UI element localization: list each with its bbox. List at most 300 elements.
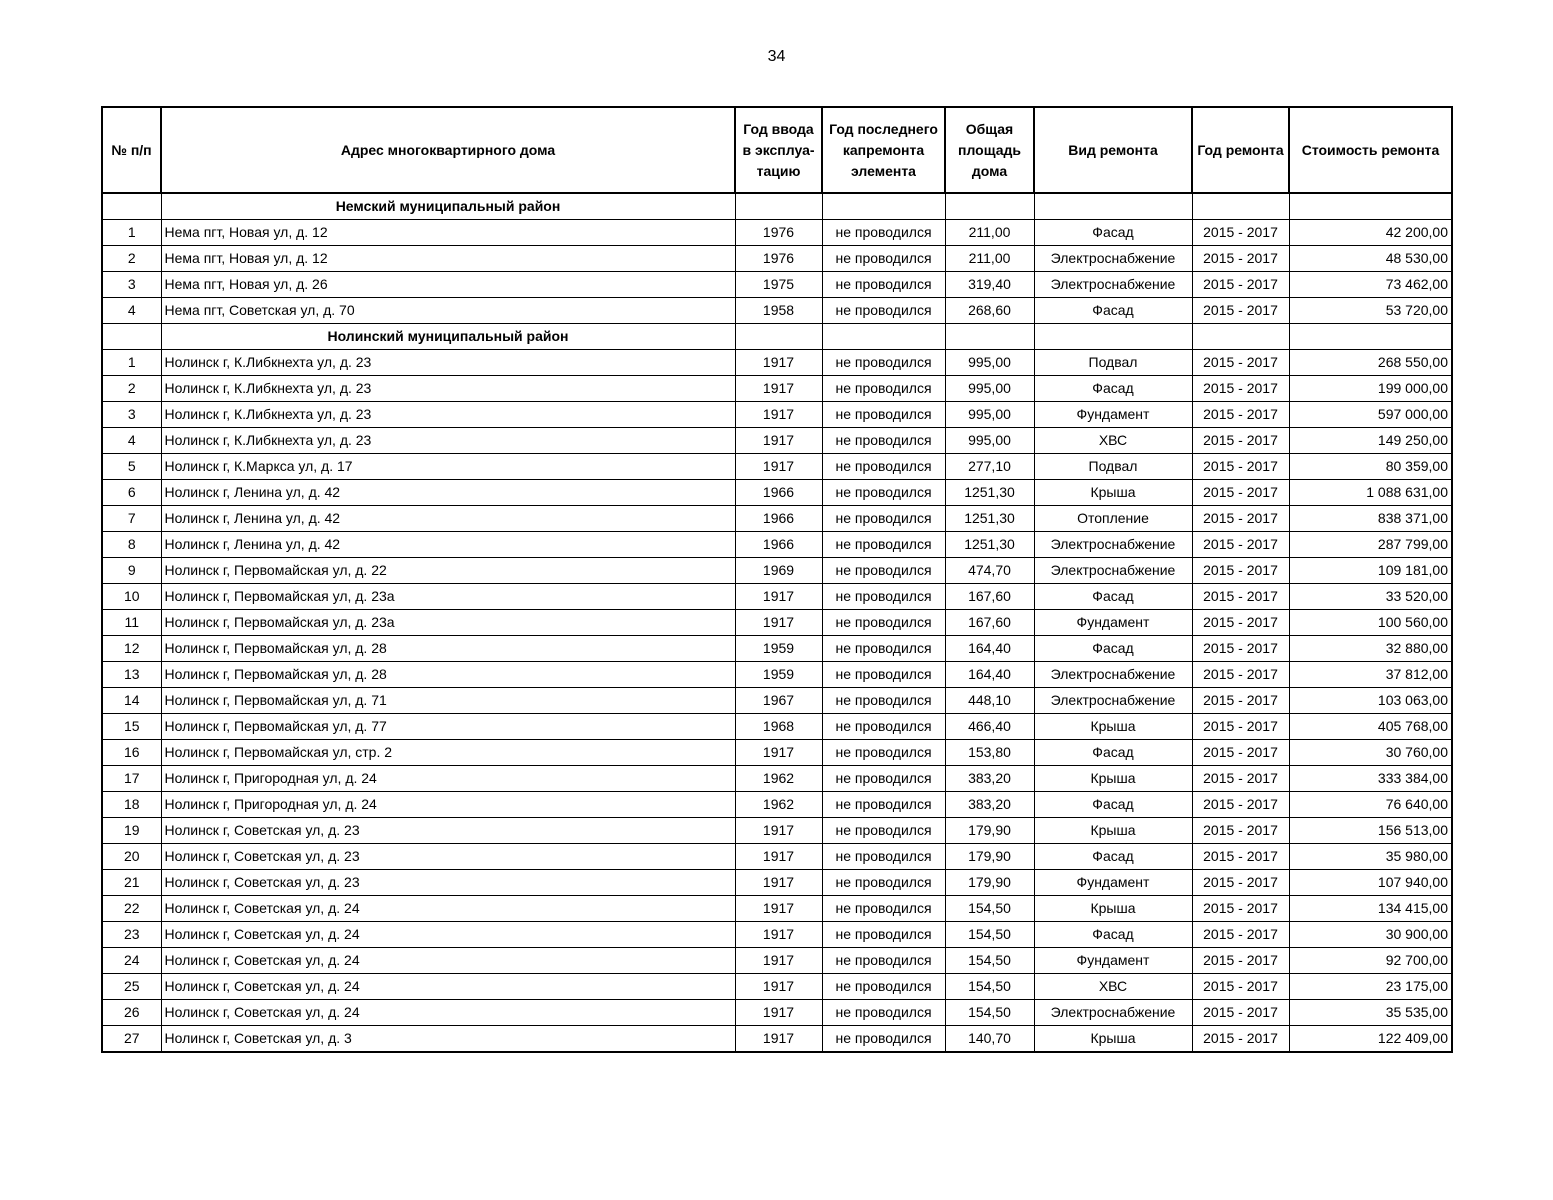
cell-address: Нолинск г, Первомайская ул, стр. 2 [161, 740, 735, 766]
cell-area: 268,60 [945, 298, 1034, 324]
cell-repair-type: Электроснабжение [1034, 532, 1192, 558]
cell-address: Нолинск г, Советская ул, д. 23 [161, 844, 735, 870]
table-row [102, 1000, 1452, 1026]
cell-address: Нолинск г, К.Либкнехта ул, д. 23 [161, 350, 735, 376]
table-row [102, 246, 1452, 272]
cell-year-commissioned: 1917 [735, 1000, 822, 1026]
cell-repair-year: 2015 - 2017 [1192, 350, 1289, 376]
empty-cell [1034, 193, 1192, 220]
cell-cost: 149 250,00 [1289, 428, 1452, 454]
cell-area: 474,70 [945, 558, 1034, 584]
cell-year-commissioned: 1976 [735, 246, 822, 272]
cell-repair-type: Фасад [1034, 298, 1192, 324]
cell-area: 466,40 [945, 714, 1034, 740]
cell-row-number: 27 [102, 1026, 161, 1053]
cell-cost: 134 415,00 [1289, 896, 1452, 922]
cell-last-repair: не проводился [822, 844, 945, 870]
cell-area: 319,40 [945, 272, 1034, 298]
cell-row-number: 2 [102, 376, 161, 402]
cell-year-commissioned: 1917 [735, 610, 822, 636]
cell-year-commissioned: 1962 [735, 766, 822, 792]
cell-address: Нолинск г, Советская ул, д. 24 [161, 896, 735, 922]
cell-year-commissioned: 1917 [735, 454, 822, 480]
cell-repair-year: 2015 - 2017 [1192, 662, 1289, 688]
district-name: Нолинский муниципальный район [161, 324, 735, 350]
cell-year-commissioned: 1917 [735, 818, 822, 844]
cell-cost: 156 513,00 [1289, 818, 1452, 844]
cell-cost: 92 700,00 [1289, 948, 1452, 974]
cell-row-number: 20 [102, 844, 161, 870]
cell-repair-type: Электроснабжение [1034, 272, 1192, 298]
cell-year-commissioned: 1976 [735, 220, 822, 246]
cell-row-number: 6 [102, 480, 161, 506]
cell-address: Нолинск г, Пригородная ул, д. 24 [161, 792, 735, 818]
cell-year-commissioned: 1917 [735, 844, 822, 870]
table-row [102, 818, 1452, 844]
cell-last-repair: не проводился [822, 350, 945, 376]
cell-last-repair: не проводился [822, 220, 945, 246]
cell-year-commissioned: 1958 [735, 298, 822, 324]
cell-row-number: 14 [102, 688, 161, 714]
cell-last-repair: не проводился [822, 974, 945, 1000]
cell-cost: 42 200,00 [1289, 220, 1452, 246]
cell-row-number: 1 [102, 220, 161, 246]
district-name: Немский муниципальный район [161, 193, 735, 220]
empty-cell [1192, 324, 1289, 350]
cell-row-number: 9 [102, 558, 161, 584]
cell-cost: 33 520,00 [1289, 584, 1452, 610]
empty-cell [102, 193, 161, 220]
cell-repair-year: 2015 - 2017 [1192, 1000, 1289, 1026]
table-row [102, 896, 1452, 922]
cell-row-number: 18 [102, 792, 161, 818]
empty-cell [735, 193, 822, 220]
cell-area: 154,50 [945, 896, 1034, 922]
cell-year-commissioned: 1975 [735, 272, 822, 298]
cell-cost: 405 768,00 [1289, 714, 1452, 740]
cell-last-repair: не проводился [822, 272, 945, 298]
cell-area: 277,10 [945, 454, 1034, 480]
cell-cost: 597 000,00 [1289, 402, 1452, 428]
cell-year-commissioned: 1917 [735, 870, 822, 896]
cell-address: Нолинск г, Советская ул, д. 24 [161, 974, 735, 1000]
cell-last-repair: не проводился [822, 246, 945, 272]
cell-repair-type: ХВС [1034, 428, 1192, 454]
cell-repair-year: 2015 - 2017 [1192, 948, 1289, 974]
cell-area: 154,50 [945, 1000, 1034, 1026]
cell-last-repair: не проводился [822, 1000, 945, 1026]
table-row [102, 506, 1452, 532]
cell-year-commissioned: 1966 [735, 480, 822, 506]
cell-row-number: 1 [102, 350, 161, 376]
cell-repair-type: Электроснабжение [1034, 688, 1192, 714]
cell-year-commissioned: 1967 [735, 688, 822, 714]
cell-address: Нолинск г, Первомайская ул, д. 28 [161, 662, 735, 688]
cell-year-commissioned: 1917 [735, 922, 822, 948]
cell-area: 211,00 [945, 220, 1034, 246]
empty-cell [102, 324, 161, 350]
cell-address: Нема пгт, Новая ул, д. 26 [161, 272, 735, 298]
table-row [102, 558, 1452, 584]
cell-last-repair: не проводился [822, 662, 945, 688]
cell-last-repair: не проводился [822, 584, 945, 610]
cell-last-repair: не проводился [822, 896, 945, 922]
cell-year-commissioned: 1959 [735, 636, 822, 662]
cell-repair-type: Электроснабжение [1034, 1000, 1192, 1026]
cell-last-repair: не проводился [822, 766, 945, 792]
cell-address: Нолинск г, Советская ул, д. 24 [161, 948, 735, 974]
table-row [102, 220, 1452, 246]
cell-year-commissioned: 1917 [735, 740, 822, 766]
cell-repair-type: Фундамент [1034, 870, 1192, 896]
cell-cost: 80 359,00 [1289, 454, 1452, 480]
cell-area: 383,20 [945, 766, 1034, 792]
cell-last-repair: не проводился [822, 922, 945, 948]
cell-last-repair: не проводился [822, 428, 945, 454]
table-row [102, 948, 1452, 974]
cell-repair-year: 2015 - 2017 [1192, 896, 1289, 922]
cell-year-commissioned: 1917 [735, 1026, 822, 1053]
cell-repair-year: 2015 - 2017 [1192, 480, 1289, 506]
cell-area: 164,40 [945, 636, 1034, 662]
cell-repair-year: 2015 - 2017 [1192, 740, 1289, 766]
district-row [102, 324, 1452, 350]
cell-repair-year: 2015 - 2017 [1192, 1026, 1289, 1053]
table-row [102, 272, 1452, 298]
cell-cost: 23 175,00 [1289, 974, 1452, 1000]
cell-area: 448,10 [945, 688, 1034, 714]
table-row [102, 1026, 1452, 1053]
cell-repair-year: 2015 - 2017 [1192, 844, 1289, 870]
cell-repair-type: Фасад [1034, 584, 1192, 610]
cell-row-number: 8 [102, 532, 161, 558]
cell-area: 1251,30 [945, 506, 1034, 532]
cell-repair-year: 2015 - 2017 [1192, 766, 1289, 792]
cell-repair-type: Фасад [1034, 792, 1192, 818]
cell-row-number: 4 [102, 428, 161, 454]
cell-last-repair: не проводился [822, 792, 945, 818]
table-row [102, 974, 1452, 1000]
cell-repair-year: 2015 - 2017 [1192, 428, 1289, 454]
cell-year-commissioned: 1917 [735, 350, 822, 376]
cell-repair-year: 2015 - 2017 [1192, 246, 1289, 272]
cell-repair-year: 2015 - 2017 [1192, 870, 1289, 896]
empty-cell [822, 193, 945, 220]
table-row [102, 454, 1452, 480]
cell-area: 383,20 [945, 792, 1034, 818]
cell-cost: 35 535,00 [1289, 1000, 1452, 1026]
cell-repair-type: Крыша [1034, 818, 1192, 844]
cell-cost: 48 530,00 [1289, 246, 1452, 272]
cell-row-number: 5 [102, 454, 161, 480]
cell-cost: 838 371,00 [1289, 506, 1452, 532]
cell-address: Нолинск г, Советская ул, д. 24 [161, 922, 735, 948]
cell-last-repair: не проводился [822, 558, 945, 584]
cell-repair-year: 2015 - 2017 [1192, 584, 1289, 610]
cell-last-repair: не проводился [822, 298, 945, 324]
cell-repair-type: Подвал [1034, 350, 1192, 376]
cell-address: Нолинск г, Советская ул, д. 23 [161, 870, 735, 896]
cell-row-number: 3 [102, 402, 161, 428]
cell-row-number: 17 [102, 766, 161, 792]
empty-cell [1289, 193, 1452, 220]
cell-address: Нолинск г, Первомайская ул, д. 77 [161, 714, 735, 740]
cell-repair-year: 2015 - 2017 [1192, 974, 1289, 1000]
cell-year-commissioned: 1962 [735, 792, 822, 818]
cell-repair-year: 2015 - 2017 [1192, 558, 1289, 584]
cell-year-commissioned: 1966 [735, 506, 822, 532]
cell-last-repair: не проводился [822, 636, 945, 662]
table-row [102, 376, 1452, 402]
cell-row-number: 11 [102, 610, 161, 636]
cell-row-number: 3 [102, 272, 161, 298]
cell-address: Нолинск г, Первомайская ул, д. 23а [161, 610, 735, 636]
cell-address: Нолинск г, Первомайская ул, д. 71 [161, 688, 735, 714]
cell-cost: 268 550,00 [1289, 350, 1452, 376]
cell-last-repair: не проводился [822, 532, 945, 558]
cell-area: 1251,30 [945, 532, 1034, 558]
cell-area: 995,00 [945, 376, 1034, 402]
cell-row-number: 26 [102, 1000, 161, 1026]
cell-address: Нолинск г, Пригородная ул, д. 24 [161, 766, 735, 792]
table-row [102, 740, 1452, 766]
empty-cell [945, 324, 1034, 350]
cell-row-number: 22 [102, 896, 161, 922]
cell-repair-type: Фасад [1034, 376, 1192, 402]
cell-repair-type: Отопление [1034, 506, 1192, 532]
header-area: Общая площадь дома [945, 107, 1034, 193]
cell-repair-year: 2015 - 2017 [1192, 818, 1289, 844]
cell-repair-year: 2015 - 2017 [1192, 532, 1289, 558]
cell-last-repair: не проводился [822, 740, 945, 766]
cell-repair-year: 2015 - 2017 [1192, 376, 1289, 402]
cell-repair-type: Крыша [1034, 896, 1192, 922]
cell-repair-type: Подвал [1034, 454, 1192, 480]
cell-area: 211,00 [945, 246, 1034, 272]
district-row [102, 193, 1452, 220]
cell-cost: 103 063,00 [1289, 688, 1452, 714]
cell-address: Нолинск г, Ленина ул, д. 42 [161, 480, 735, 506]
cell-year-commissioned: 1917 [735, 402, 822, 428]
cell-year-commissioned: 1969 [735, 558, 822, 584]
cell-last-repair: не проводился [822, 688, 945, 714]
cell-year-commissioned: 1959 [735, 662, 822, 688]
cell-repair-type: Фасад [1034, 922, 1192, 948]
cell-last-repair: не проводился [822, 1026, 945, 1053]
cell-repair-year: 2015 - 2017 [1192, 714, 1289, 740]
cell-area: 179,90 [945, 844, 1034, 870]
cell-year-commissioned: 1917 [735, 584, 822, 610]
cell-last-repair: не проводился [822, 714, 945, 740]
cell-row-number: 24 [102, 948, 161, 974]
empty-cell [1034, 324, 1192, 350]
cell-cost: 30 760,00 [1289, 740, 1452, 766]
cell-last-repair: не проводился [822, 870, 945, 896]
cell-area: 995,00 [945, 428, 1034, 454]
cell-repair-type: Электроснабжение [1034, 246, 1192, 272]
empty-cell [1289, 324, 1452, 350]
cell-cost: 53 720,00 [1289, 298, 1452, 324]
cell-cost: 287 799,00 [1289, 532, 1452, 558]
cell-row-number: 10 [102, 584, 161, 610]
cell-repair-type: Фасад [1034, 844, 1192, 870]
table-row [102, 532, 1452, 558]
cell-row-number: 12 [102, 636, 161, 662]
cell-last-repair: не проводился [822, 376, 945, 402]
cell-row-number: 16 [102, 740, 161, 766]
cell-cost: 32 880,00 [1289, 636, 1452, 662]
table-row [102, 688, 1452, 714]
cell-repair-type: Крыша [1034, 766, 1192, 792]
cell-area: 154,50 [945, 974, 1034, 1000]
cell-repair-year: 2015 - 2017 [1192, 792, 1289, 818]
table-row [102, 636, 1452, 662]
cell-row-number: 4 [102, 298, 161, 324]
table-body [102, 193, 1452, 1052]
cell-area: 1251,30 [945, 480, 1034, 506]
table-row [102, 922, 1452, 948]
table-row [102, 766, 1452, 792]
cell-repair-type: ХВС [1034, 974, 1192, 1000]
table-header-row [102, 107, 1452, 193]
cell-cost: 122 409,00 [1289, 1026, 1452, 1053]
cell-last-repair: не проводился [822, 402, 945, 428]
cell-last-repair: не проводился [822, 480, 945, 506]
cell-area: 179,90 [945, 870, 1034, 896]
cell-repair-type: Электроснабжение [1034, 662, 1192, 688]
header-address: Адрес многоквартирного дома [161, 107, 735, 193]
cell-row-number: 19 [102, 818, 161, 844]
cell-repair-year: 2015 - 2017 [1192, 298, 1289, 324]
table-row [102, 714, 1452, 740]
cell-repair-year: 2015 - 2017 [1192, 272, 1289, 298]
header-repair-type: Вид ремонта [1034, 107, 1192, 193]
empty-cell [1192, 193, 1289, 220]
cell-last-repair: не проводился [822, 818, 945, 844]
cell-area: 167,60 [945, 584, 1034, 610]
cell-repair-type: Крыша [1034, 1026, 1192, 1053]
cell-address: Нолинск г, Ленина ул, д. 42 [161, 506, 735, 532]
cell-address: Нема пгт, Советская ул, д. 70 [161, 298, 735, 324]
header-cost: Стоимость ремонта [1289, 107, 1452, 193]
cell-row-number: 23 [102, 922, 161, 948]
cell-cost: 199 000,00 [1289, 376, 1452, 402]
cell-repair-type: Фундамент [1034, 610, 1192, 636]
table-row [102, 792, 1452, 818]
cell-row-number: 13 [102, 662, 161, 688]
cell-row-number: 7 [102, 506, 161, 532]
cell-repair-type: Крыша [1034, 714, 1192, 740]
cell-area: 995,00 [945, 350, 1034, 376]
table-row [102, 402, 1452, 428]
cell-address: Нолинск г, Первомайская ул, д. 28 [161, 636, 735, 662]
table-row [102, 844, 1452, 870]
cell-area: 164,40 [945, 662, 1034, 688]
header-last-repair: Год последнего капремонта элемента [822, 107, 945, 193]
table-row [102, 870, 1452, 896]
cell-row-number: 25 [102, 974, 161, 1000]
cell-repair-year: 2015 - 2017 [1192, 220, 1289, 246]
cell-last-repair: не проводился [822, 948, 945, 974]
cell-cost: 73 462,00 [1289, 272, 1452, 298]
empty-cell [822, 324, 945, 350]
cell-area: 167,60 [945, 610, 1034, 636]
cell-address: Нолинск г, Советская ул, д. 3 [161, 1026, 735, 1053]
cell-repair-year: 2015 - 2017 [1192, 506, 1289, 532]
cell-repair-type: Фасад [1034, 636, 1192, 662]
cell-address: Нолинск г, Советская ул, д. 24 [161, 1000, 735, 1026]
cell-repair-year: 2015 - 2017 [1192, 922, 1289, 948]
cell-repair-type: Электроснабжение [1034, 558, 1192, 584]
cell-repair-type: Крыша [1034, 480, 1192, 506]
cell-address: Нема пгт, Новая ул, д. 12 [161, 246, 735, 272]
table-row [102, 584, 1452, 610]
cell-last-repair: не проводился [822, 454, 945, 480]
table-row [102, 662, 1452, 688]
cell-address: Нема пгт, Новая ул, д. 12 [161, 220, 735, 246]
cell-cost: 107 940,00 [1289, 870, 1452, 896]
cell-repair-type: Фасад [1034, 740, 1192, 766]
repair-registry-table [101, 106, 1453, 1053]
cell-address: Нолинск г, К.Либкнехта ул, д. 23 [161, 402, 735, 428]
cell-cost: 1 088 631,00 [1289, 480, 1452, 506]
cell-repair-type: Фундамент [1034, 948, 1192, 974]
cell-year-commissioned: 1917 [735, 948, 822, 974]
cell-year-commissioned: 1917 [735, 376, 822, 402]
cell-row-number: 21 [102, 870, 161, 896]
cell-address: Нолинск г, К.Либкнехта ул, д. 23 [161, 428, 735, 454]
cell-cost: 30 900,00 [1289, 922, 1452, 948]
cell-area: 995,00 [945, 402, 1034, 428]
header-year-commissioned: Год ввода в эксплуа-тацию [735, 107, 822, 193]
cell-cost: 109 181,00 [1289, 558, 1452, 584]
cell-area: 154,50 [945, 922, 1034, 948]
cell-year-commissioned: 1966 [735, 532, 822, 558]
table-row [102, 480, 1452, 506]
header-num: № п/п [102, 107, 161, 193]
cell-address: Нолинск г, Первомайская ул, д. 22 [161, 558, 735, 584]
cell-repair-type: Фундамент [1034, 402, 1192, 428]
page-number: 34 [767, 48, 786, 65]
cell-repair-year: 2015 - 2017 [1192, 402, 1289, 428]
cell-address: Нолинск г, К.Маркса ул, д. 17 [161, 454, 735, 480]
cell-year-commissioned: 1968 [735, 714, 822, 740]
table-row [102, 428, 1452, 454]
cell-cost: 35 980,00 [1289, 844, 1452, 870]
cell-repair-year: 2015 - 2017 [1192, 636, 1289, 662]
cell-area: 153,80 [945, 740, 1034, 766]
cell-address: Нолинск г, К.Либкнехта ул, д. 23 [161, 376, 735, 402]
table-row [102, 610, 1452, 636]
cell-repair-year: 2015 - 2017 [1192, 610, 1289, 636]
cell-row-number: 15 [102, 714, 161, 740]
cell-row-number: 2 [102, 246, 161, 272]
cell-area: 179,90 [945, 818, 1034, 844]
cell-cost: 76 640,00 [1289, 792, 1452, 818]
cell-year-commissioned: 1917 [735, 896, 822, 922]
cell-address: Нолинск г, Ленина ул, д. 42 [161, 532, 735, 558]
cell-repair-type: Фасад [1034, 220, 1192, 246]
cell-cost: 333 384,00 [1289, 766, 1452, 792]
cell-repair-year: 2015 - 2017 [1192, 454, 1289, 480]
cell-year-commissioned: 1917 [735, 974, 822, 1000]
cell-area: 154,50 [945, 948, 1034, 974]
cell-address: Нолинск г, Первомайская ул, д. 23а [161, 584, 735, 610]
table-row [102, 350, 1452, 376]
cell-repair-year: 2015 - 2017 [1192, 688, 1289, 714]
cell-year-commissioned: 1917 [735, 428, 822, 454]
table-row [102, 298, 1452, 324]
